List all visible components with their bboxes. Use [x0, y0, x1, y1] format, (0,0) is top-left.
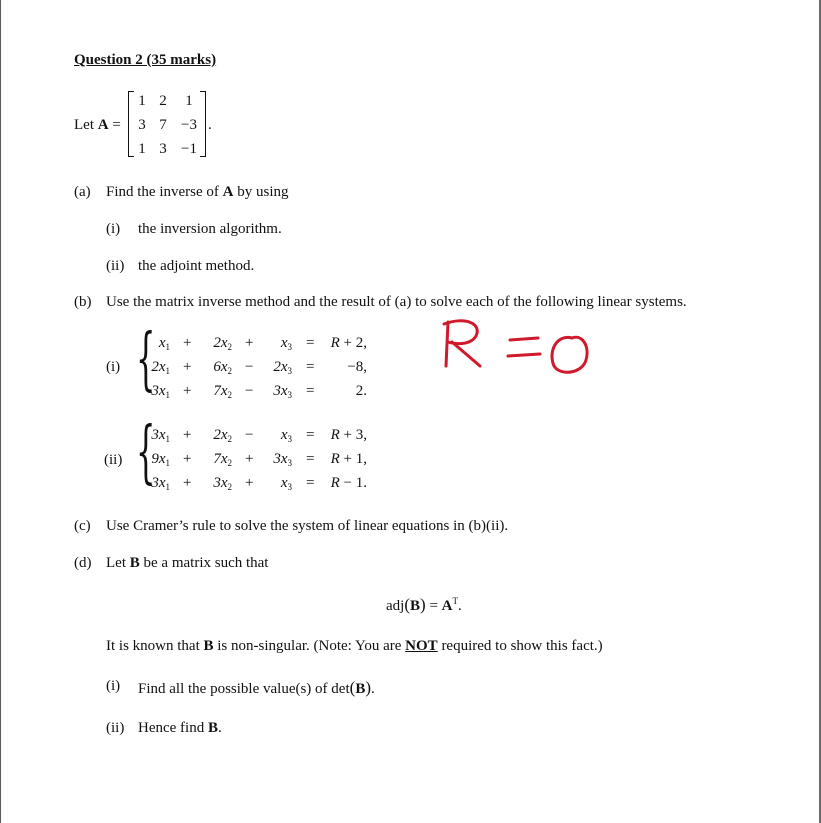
system-equals: = — [306, 359, 315, 375]
system-term: $2x_2$ — [213, 427, 232, 444]
matrix-cell: 1 — [185, 93, 193, 109]
system-operator: + — [183, 335, 192, 351]
system-operator: + — [183, 475, 192, 491]
system-term: $3x_1$ — [151, 475, 170, 492]
system-term: $3x_3$ — [273, 383, 292, 400]
system-term: $3x_1$ — [151, 427, 170, 444]
system-i-brace: { — [136, 320, 156, 399]
system-ii — [0, 428, 821, 500]
matrix-cell: 2 — [159, 93, 167, 109]
system-operator: + — [245, 451, 254, 467]
matrix-cell: 1 — [138, 93, 146, 109]
system-term: $7x_2$ — [213, 383, 232, 400]
system-operator: + — [183, 359, 192, 375]
matrix-a — [128, 91, 206, 157]
matrix-cell: 3 — [159, 141, 167, 157]
system-rhs: R + 2, — [330, 335, 367, 351]
system-term: $3x_1$ — [151, 383, 170, 400]
matrix-period: . — [208, 117, 212, 133]
system-i-label: (i) — [106, 359, 121, 375]
matrix-cell: −3 — [181, 117, 197, 133]
system-operator: − — [245, 383, 254, 399]
adjoint-equation: $adj(B) = A^T$. — [386, 595, 462, 614]
let-statement: Let A = — [74, 117, 121, 133]
system-term: $2x_1$ — [151, 359, 170, 376]
system-term: $9x_1$ — [151, 451, 170, 468]
system-operator: + — [183, 383, 192, 399]
part-a-ii-label: (ii) — [106, 258, 125, 274]
system-ii-label: (ii) — [104, 452, 123, 468]
part-b-text: Use the matrix inverse method and the result of (a) to solve each of the following linear systems. — [106, 294, 687, 310]
part-a-ii-text: the adjoint method. — [138, 258, 255, 274]
system-rhs: −8, — [347, 359, 367, 375]
system-ii-brace: { — [136, 413, 156, 492]
part-a-text: Find the inverse of A by using — [106, 184, 289, 200]
part-d-i-text: Find all the possible value(s) of det(B). — [138, 678, 375, 697]
part-d-i-label: (i) — [106, 678, 121, 694]
system-operator: − — [245, 427, 254, 443]
system-equals: = — [306, 383, 315, 399]
system-rhs: R + 1, — [330, 451, 367, 467]
system-operator: + — [245, 475, 254, 491]
system-operator: + — [245, 335, 254, 351]
system-operator: + — [183, 427, 192, 443]
part-c-label: (c) — [74, 518, 91, 534]
page-border-left — [0, 0, 1, 823]
part-d-ii-text: Hence find B. — [138, 720, 222, 736]
part-b-label: (b) — [74, 294, 92, 310]
system-equals: = — [306, 451, 315, 467]
matrix-cell: −1 — [181, 141, 197, 157]
system-equals: = — [306, 335, 315, 351]
system-rhs: 2. — [355, 383, 367, 399]
system-term: $x_1$ — [158, 335, 170, 352]
system-term: $3x_2$ — [213, 475, 232, 492]
system-i — [0, 336, 821, 408]
system-rhs: R − 1. — [330, 475, 367, 491]
part-d-label: (d) — [74, 555, 92, 571]
system-term: $2x_3$ — [273, 359, 292, 376]
part-a-i-label: (i) — [106, 221, 121, 237]
system-term: $7x_2$ — [213, 451, 232, 468]
part-a-label: (a) — [74, 184, 91, 200]
part-c-text: Use Cramer’s rule to solve the system of linear equations in (b)(ii). — [106, 518, 509, 534]
handwritten-note-r-equals-0 — [436, 314, 596, 380]
system-term: $3x_3$ — [273, 451, 292, 468]
matrix-cell: 1 — [138, 141, 146, 157]
system-term: $x_3$ — [280, 335, 292, 352]
system-term: $6x_2$ — [213, 359, 232, 376]
system-equals: = — [306, 427, 315, 443]
system-operator: + — [183, 451, 192, 467]
system-term: $2x_2$ — [213, 335, 232, 352]
system-operator: − — [245, 359, 254, 375]
system-term: $x_3$ — [280, 427, 292, 444]
part-d-ii-label: (ii) — [106, 720, 125, 736]
part-d-text: Let B be a matrix such that — [106, 555, 269, 571]
part-d-known-text: It is known that B is non-singular. (Note: You are NOT required to show this fact.) — [106, 638, 603, 654]
system-equals: = — [306, 475, 315, 491]
matrix-cell: 3 — [138, 117, 146, 133]
system-term: $x_3$ — [280, 475, 292, 492]
system-rhs: R + 3, — [330, 427, 367, 443]
matrix-right-bracket — [200, 91, 206, 157]
question-title: Question 2 (35 marks) — [74, 52, 217, 68]
matrix-cell: 7 — [159, 117, 167, 133]
part-a-i-text: the inversion algorithm. — [138, 221, 282, 237]
